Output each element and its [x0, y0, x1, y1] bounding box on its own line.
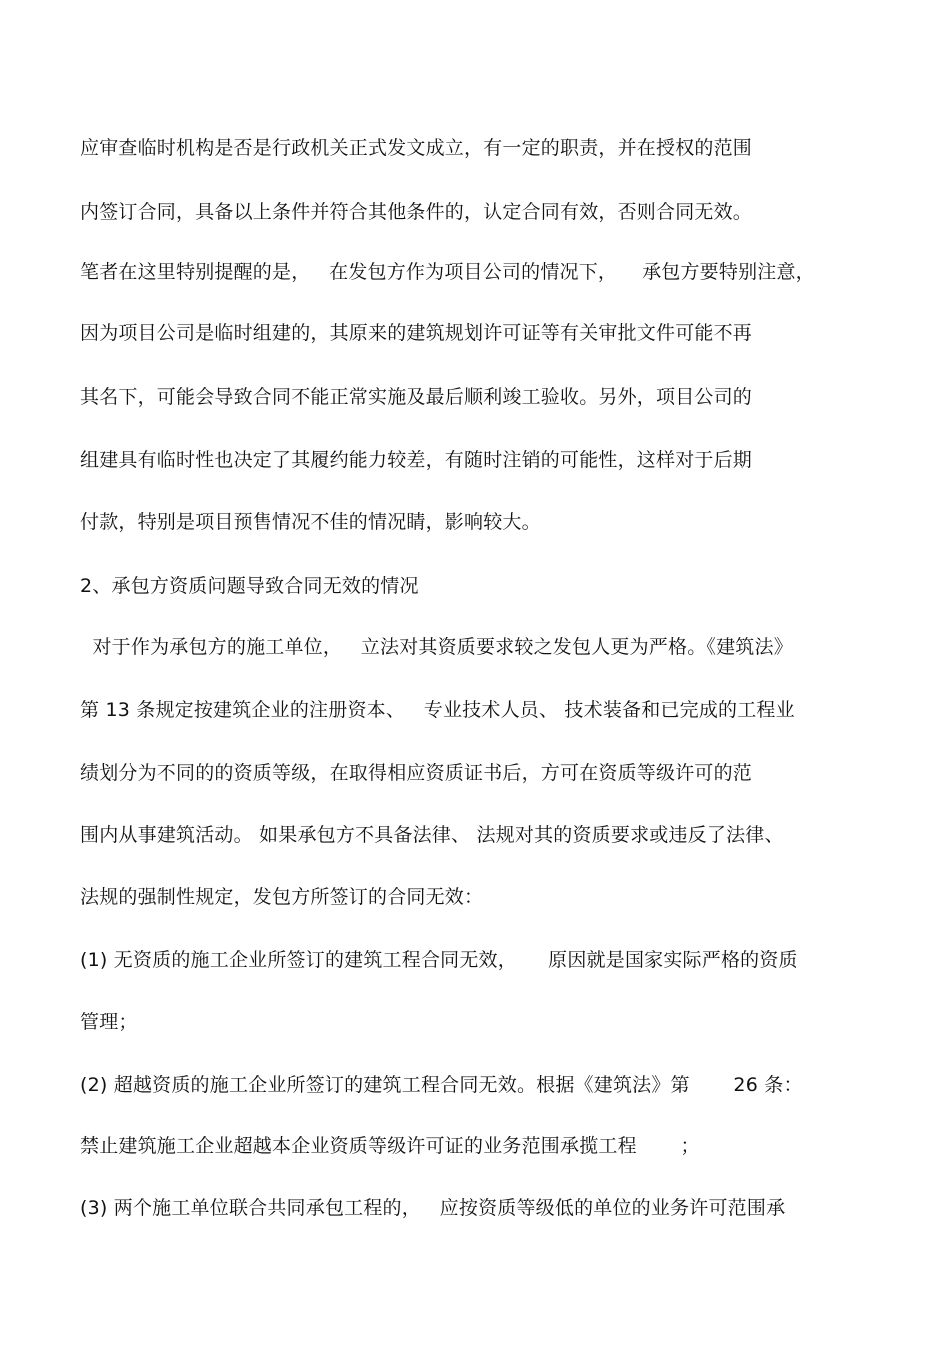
text-line: 组建具有临时性也决定了其履约能力较差，有随时注销的可能性，这样对于后期 [80, 449, 753, 471]
text-line: 围内从事建筑活动。 如果承包方不具备法律、 法规对其的资质要求或违反了法律、 [80, 824, 784, 846]
text-line: 第 13 条规定按建筑企业的注册资本、 专业技术人员、 技术装备和已完成的工程业 [80, 699, 795, 721]
text-line: 禁止建筑施工企业超越本企业资质等级许可证的业务范围承揽工程 ； [80, 1135, 700, 1157]
text-line: 因为项目公司是临时组建的，其原来的建筑规划许可证等有关审批文件可能不再 [80, 322, 753, 344]
text-line: 应审查临时机构是否是行政机关正式发文成立，有一定的职责，并在授权的范围 [80, 137, 753, 159]
text-line: 其名下，可能会导致合同不能正常实施及最后顺利竣工验收。另外，项目公司的 [80, 386, 753, 408]
text-line: 对于作为承包方的施工单位， 立法对其资质要求较之发包人更为严格。《建筑法》 [80, 636, 793, 658]
text-line: 法规的强制性规定，发包方所签订的合同无效： [80, 886, 484, 908]
list-item: (3) 两个施工单位联合共同承包工程的， 应按资质等级低的单位的业务许可范围承 [80, 1197, 786, 1219]
text-line: 笔者在这里特别提醒的是， 在发包方作为项目公司的情况下， 承包方要特别注意， [80, 261, 815, 283]
text-line: 绩划分为不同的的资质等级，在取得相应资质证书后，方可在资质等级许可的范 [80, 762, 753, 784]
list-item: (2) 超越资质的施工企业所签订的建筑工程合同无效。根据《建筑法》第 26 条： [80, 1074, 803, 1096]
text-line: 管理； [80, 1011, 138, 1033]
list-item: (1) 无资质的施工企业所签订的建筑工程合同无效， 原因就是国家实际严格的资质 [80, 949, 798, 971]
text-line: 内签订合同，具备以上条件并符合其他条件的，认定合同有效，否则合同无效。 [80, 201, 753, 223]
section-heading: 2、承包方资质问题导致合同无效的情况 [80, 575, 419, 597]
text-line: 付款，特别是项目预售情况不佳的情况睛，影响较大。 [80, 511, 541, 533]
